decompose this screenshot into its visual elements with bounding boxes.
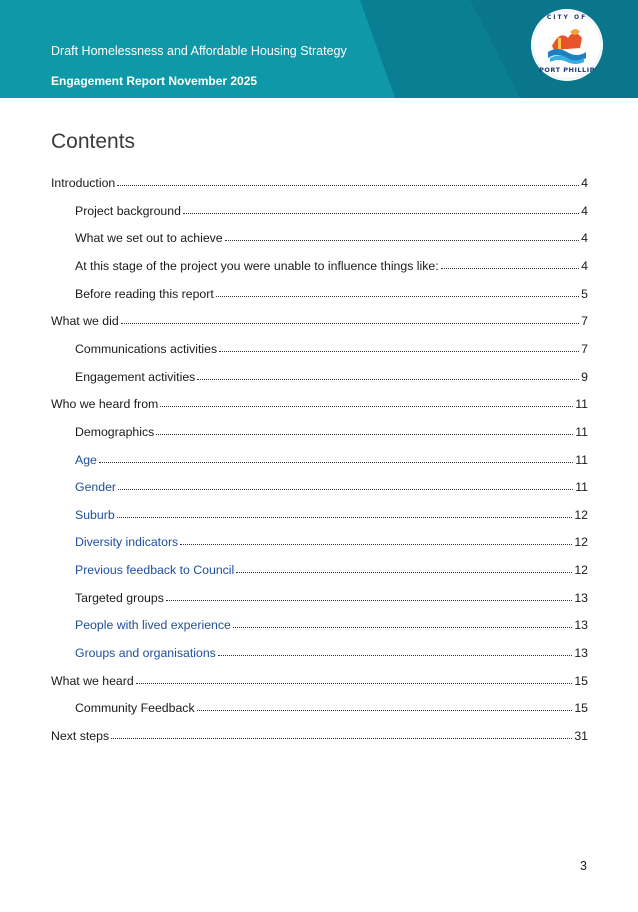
toc-entry-title: Demographics [75,424,155,439]
toc-entry[interactable] [75,447,588,467]
toc-entry-title: Community Feedback [75,701,195,716]
toc-entry-title: Suburb [75,507,115,522]
toc-entry-page: 4 [581,231,588,246]
toc-dot-leader [216,295,579,297]
council-logo [530,8,604,82]
toc-entry-page: 12 [574,535,588,550]
toc-entry[interactable] [75,336,588,356]
toc-entry-page: 4 [581,176,588,190]
toc-entry-title: Before reading this report [75,286,214,301]
toc-entry-title: At this stage of the project you were unable to influence things like: [75,258,439,273]
toc-dot-leader [441,267,579,269]
toc-dot-leader [160,405,573,407]
toc-entry-title: Introduction [51,176,116,190]
logo-bottom-text: PORT PHILLIP [539,66,595,74]
toc-entry-title: Next steps [51,729,110,743]
toc-dot-leader [218,654,572,656]
toc-entry-title: Project background [75,203,181,218]
toc-dot-leader [111,737,572,739]
toc-entry[interactable] [51,668,588,688]
toc-entry-page: 11 [575,480,588,495]
toc-entry-page: 11 [575,424,588,439]
toc-entry-page: 4 [581,258,588,273]
toc-entry-title: People with lived experience [75,618,231,633]
toc-entry-page: 11 [575,452,588,467]
toc-dot-leader [183,212,579,214]
toc-dot-leader [156,433,573,435]
header-banner [0,0,638,98]
toc-entry-page: 31 [574,729,588,743]
toc-entry[interactable] [51,723,588,743]
toc-dot-leader [117,516,573,518]
toc-entry-title: Engagement activities [75,369,196,384]
toc-entry-page: 4 [581,203,588,218]
toc-entry-title: What we set out to achieve [75,231,223,246]
toc-dot-leader [225,239,580,241]
toc-entry[interactable] [75,198,588,218]
toc-entry[interactable] [51,170,588,190]
toc-dot-leader [219,350,579,352]
toc-entry[interactable] [75,695,588,715]
toc-entry-page: 13 [574,618,588,633]
toc-dot-leader [121,322,579,324]
toc-entry[interactable] [75,419,588,439]
toc-entry-page: 9 [581,369,588,384]
toc-entry-page: 15 [574,673,588,688]
toc-entry[interactable] [75,640,588,660]
toc-dot-leader [197,378,579,380]
toc-entry-title: Age [75,452,97,467]
toc-entry-title: Groups and organisations [75,646,216,661]
toc-entry-page: 5 [581,286,588,301]
toc-dot-leader [136,682,573,684]
page-number: 3 [580,859,587,873]
toc-dot-leader [118,488,573,490]
logo-top-text: CITY OF [546,14,588,21]
toc-entry[interactable] [51,308,588,328]
toc-entry[interactable] [75,557,588,577]
toc-entry[interactable] [75,225,588,245]
toc-entry-page: 13 [574,646,588,661]
toc-entry[interactable] [75,281,588,301]
toc-entry[interactable] [75,253,588,273]
toc-entry[interactable] [75,612,588,632]
contents-heading: Contents [51,130,136,153]
toc-dot-leader [233,626,572,628]
toc-entry-title: Gender [75,480,117,495]
toc-dot-leader [166,599,572,601]
toc-entry[interactable] [75,502,588,522]
toc-entry-title: Diversity indicators [75,535,179,550]
toc-entry-page: 12 [574,563,588,578]
toc-dot-leader [197,709,573,711]
toc-dot-leader [99,461,573,463]
toc-dot-leader [236,571,572,573]
document-title: Draft Homelessness and Affordable Housing Strategy [51,44,347,58]
toc-entry-title: Who we heard from [51,397,159,412]
toc-entry-title: What we heard [51,673,134,688]
toc-entry[interactable] [75,474,588,494]
toc-dot-leader [117,184,579,186]
toc-entry[interactable] [75,364,588,384]
document-subtitle: Engagement Report November 2025 [51,74,258,88]
toc-entry-page: 15 [574,701,588,716]
toc-entry[interactable] [51,391,588,411]
toc-entry-page: 11 [575,397,588,412]
toc-entry-title: What we did [51,314,119,329]
toc-entry-title: Previous feedback to Council [75,563,235,578]
toc-entry-title: Communications activities [75,341,218,356]
toc-entry-title: Targeted groups [75,590,164,605]
toc-entry-page: 7 [581,314,588,329]
toc-entry-page: 12 [574,507,588,522]
toc-entry-page: 7 [581,341,588,356]
toc-dot-leader [180,543,572,545]
toc-entry[interactable] [75,585,588,605]
toc-entry[interactable] [75,529,588,549]
toc-entry-page: 13 [574,590,588,605]
